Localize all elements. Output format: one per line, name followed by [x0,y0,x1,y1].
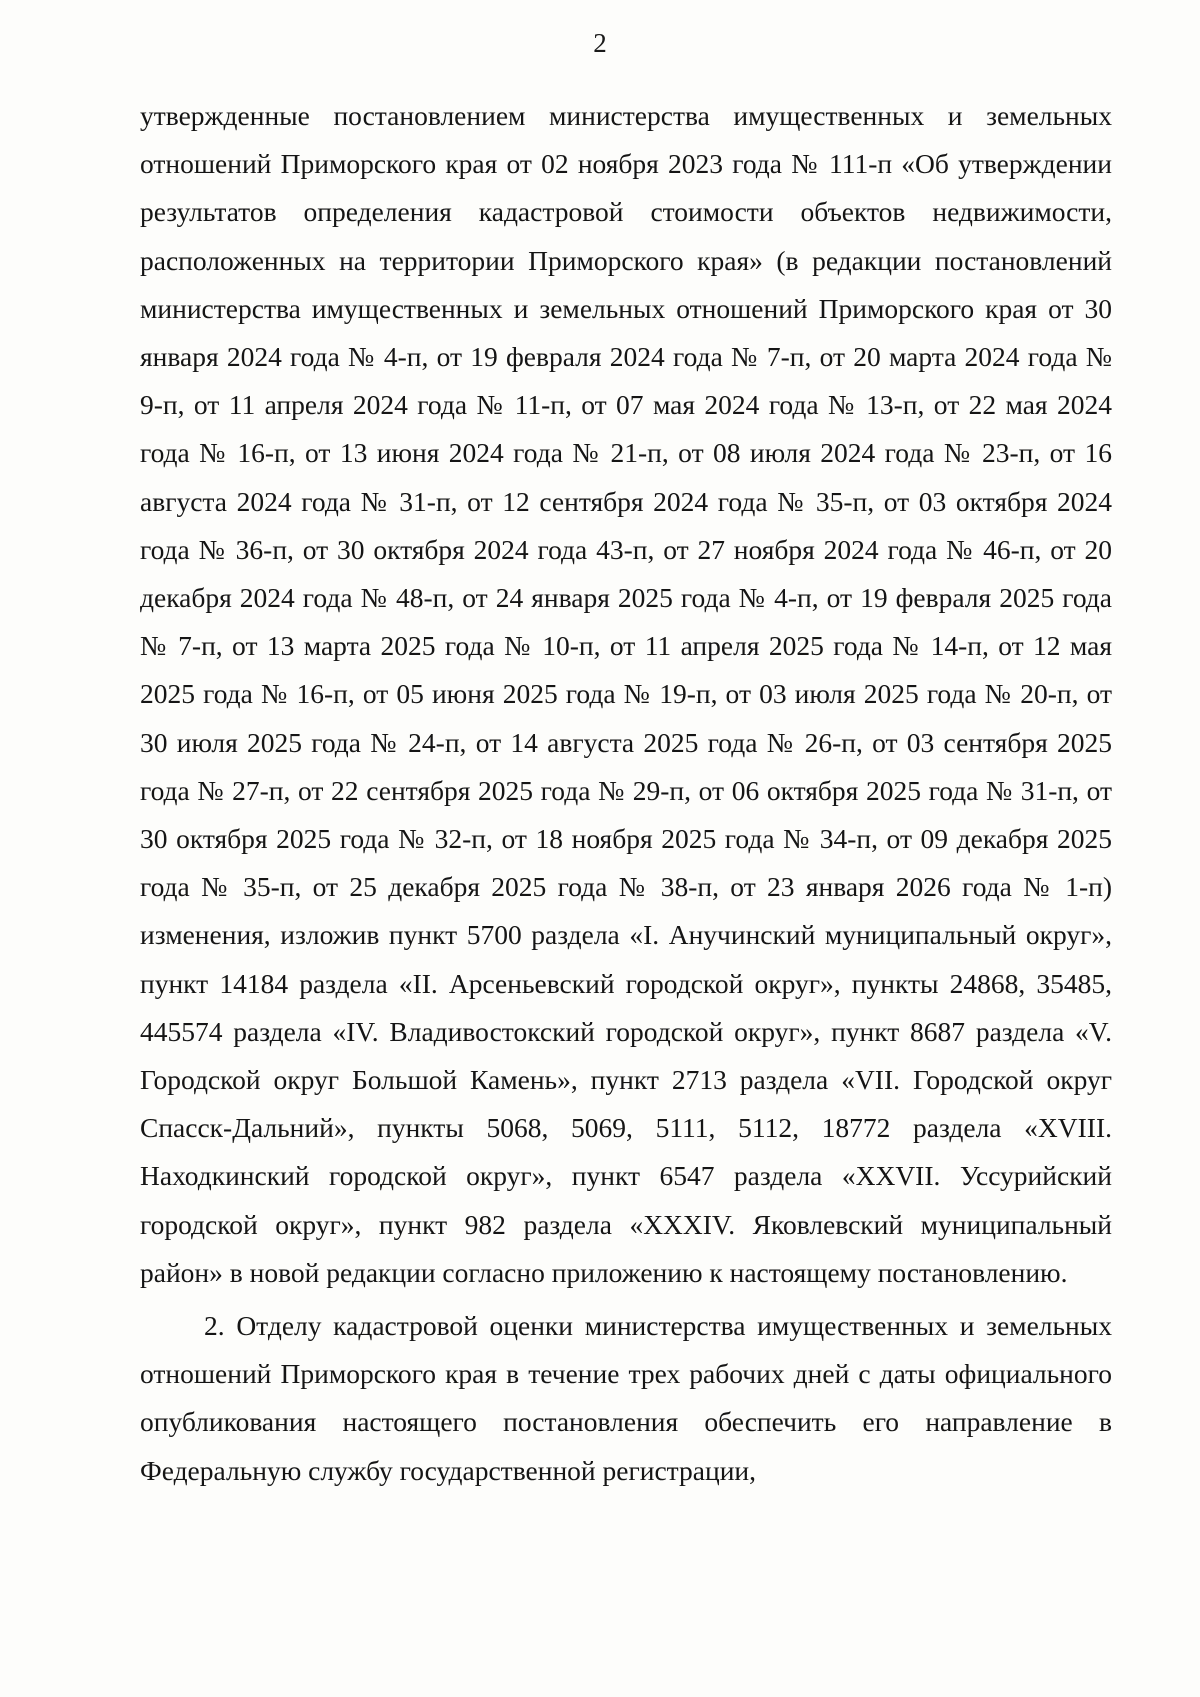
paragraph-item-2: 2. Отделу кадастровой оценки министерства имущественных и земельных отношений Приморского края в течение трех рабочих дней с даты официального опубликования настоящего постановления обеспечить его направление в Федеральную службу государственной регистрации, [140,1310,1112,1486]
paragraph-amendments: утвержденные постановлением министерства имущественных и земельных отношений Приморского края от 02 ноября 2023 года № 111-п «Об утверждении результатов определения кадастровой стоимости объектов недвижимости, расположенных на территории Приморского края» (в редакции постановлений министерства имущественных и земельных отношений Приморского края от 30 января 2024 года № 4-п, от 19 февраля 2024 года № 7-п, от 20 марта 2024 года № 9-п, от 11 апреля 2024 года № 11-п, от 07 мая 2024 года № 13-п, от 22 мая 2024 года № 16-п, от 13 июня 2024 года № 21-п, от 08 июля 2024 года № 23-п, от 16 августа 2024 года № 31-п, от 12 сентября 2024 года № 35-п, от 03 октября 2024 года № 36-п, от 30 октября 2024 года 43-п, от 27 ноября 2024 года № 46-п, от 20 декабря 2024 года № 48-п, от 24 января 2025 года № 4-п, от 19 февраля 2025 года № 7-п, от 13 марта 2025 года № 10-п, от 11 апреля 2025 года № 14-п, от 12 мая 2025 года № 16-п, от 05 июня 2025 года № 19-п, от 03 июля 2025 года № 20-п, от 30 июля 2025 года № 24-п, от 14 августа 2025 года № 26-п, от 03 сентября 2025 года № 27-п, от 22 сентября 2025 года № 29-п, от 06 октября 2025 года № 31-п, от 30 октября 2025 года № 32-п, от 18 ноября 2025 года № 34-п, от 09 декабря 2025 года № 35-п, от 25 декабря 2025 года № 38-п, от 23 января 2026 года № 1-п) изменения, изложив пункт 5700 раздела «I. Анучинский муниципальный округ», пункт 14184 раздела «II. Арсеньевский городской округ», пункты 24868, 35485, 445574 раздела «IV. Владивостокский городской округ», пункт 8687 раздела «V. Городской округ Большой Камень», пункт 2713 раздела «VII. Городской округ Спасск-Дальний», пункты 5068, 5069, 5111, 5112, 18772 раздела «XVIII. Находкинский городской округ», пункт 6547 раздела «XXVII. Уссурийский городской округ», пункт 982 раздела «XXXIV. Яковлевский муниципальный район» в новой редакции согласно приложению к настоящему постановлению. [140,100,1112,1288]
page-number: 2 [593,28,607,58]
document-body [140,92,1112,1495]
